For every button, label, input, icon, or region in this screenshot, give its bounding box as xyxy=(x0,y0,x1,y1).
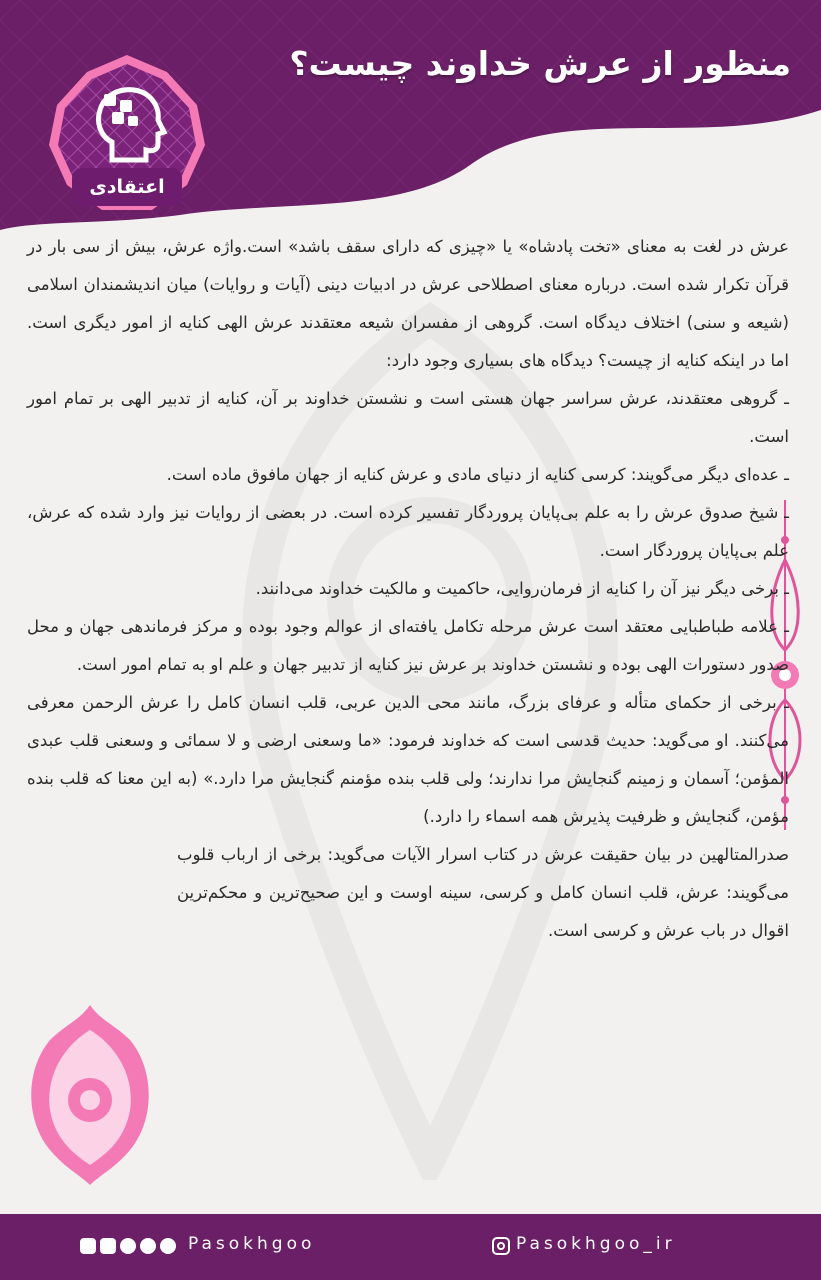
paragraph: ـ برخی از حکمای متأله و عرفای بزرگ، مانند محی الدین عربی، قلب انسان کامل را عرش الرحمن معرفی می‌کنند. او می‌گوید: حدیث قدسی است که خداوند فرمود: «ما وسعنی ارضی و لا سمائی و وسعنی قلب عبدی المؤمن؛ آسمان و زمینم گنجایش مرا ندارند؛ ولی قلب بنده مؤمنم گنجایش مرا دارد.» (به این معنا که قلب بنده مؤمن، گنجایش و ظرفیت پذیرش همه اسماء را دارد.) xyxy=(27,693,789,826)
telegram-icon[interactable] xyxy=(120,1238,136,1254)
article-body xyxy=(27,228,789,950)
paragraph: ـ علامه طباطبایی معتقد است عرش مرحله تکامل یافته‌ای از عوالم وجود بوده و مرکز فرماندهی جهان و محل صدور دستورات الهی بوده و نشستن خداوند بر عرش نیز کنایه از تدبیر جهان و علم او به تمام امور است. xyxy=(27,617,789,674)
category-label: اعتقادی xyxy=(72,168,182,206)
social-links xyxy=(80,1238,176,1254)
paragraph: ـ گروهی معتقدند، عرش سراسر جهان هستی است و نشستن خداوند بر آن، کنایه از تدبیر الهی بر تمام امور است. xyxy=(27,389,789,446)
page-title: منظور از عرش خداوند چیست؟ xyxy=(289,44,791,83)
instagram-handle[interactable]: Pasokhgoo_ir xyxy=(516,1234,676,1254)
footer-bar xyxy=(0,1214,821,1280)
social-handle[interactable]: Pasokhgoo xyxy=(188,1234,316,1254)
paragraph: ـ برخی دیگر نیز آن را کنایه از فرمان‌روایی، حاکمیت و مالکیت خداوند می‌دانند. xyxy=(255,579,789,598)
youtube-icon[interactable] xyxy=(100,1238,116,1254)
paragraph: ـ شیخ صدوق عرش را به علم بی‌پایان پروردگار تفسیر کرده است. در بعضی از روایات نیز وارد شده که عرش، علم بی‌پایان پروردگار است. xyxy=(27,503,789,560)
heart-icon[interactable] xyxy=(140,1238,156,1254)
instagram-icon[interactable] xyxy=(492,1237,510,1255)
paragraph: عرش در لغت به معنای «تخت پادشاه» یا «چیزی که دارای سقف باشد» است.واژه عرش، بیش از سی بار در قرآن تکرار شده است. درباره معنای اصطلاحی عرش در ادبیات دینی (آیات و روایات) میان اندیشمندان اسلامی (شیعه و سنی) اختلاف دیدگاه است. گروهی از مفسران شیعه معتقدند عرش الهی کنایه از امور دیگری است. اما در اینکه کنایه از چیست؟ دیدگاه های بسیاری وجود دارد: xyxy=(27,237,789,370)
discord-icon[interactable] xyxy=(80,1238,96,1254)
eitaa-icon[interactable] xyxy=(160,1238,176,1254)
paragraph: ـ عده‌ای دیگر می‌گویند: کرسی کنایه از دنیای مادی و عرش کنایه از جهان مافوق ماده است. xyxy=(166,465,789,484)
paisley-ornament xyxy=(20,1000,160,1190)
paragraph: صدرالمتالهین در بیان حقیقت عرش در کتاب اسرار الآیات می‌گوید: برخی از ارباب قلوب می‌گویند: عرش، قلب انسان کامل و کرسی، سینه اوست و این صحیح‌ترین و محکم‌ترین اقوال در باب عرش و کرسی است. xyxy=(177,845,789,940)
